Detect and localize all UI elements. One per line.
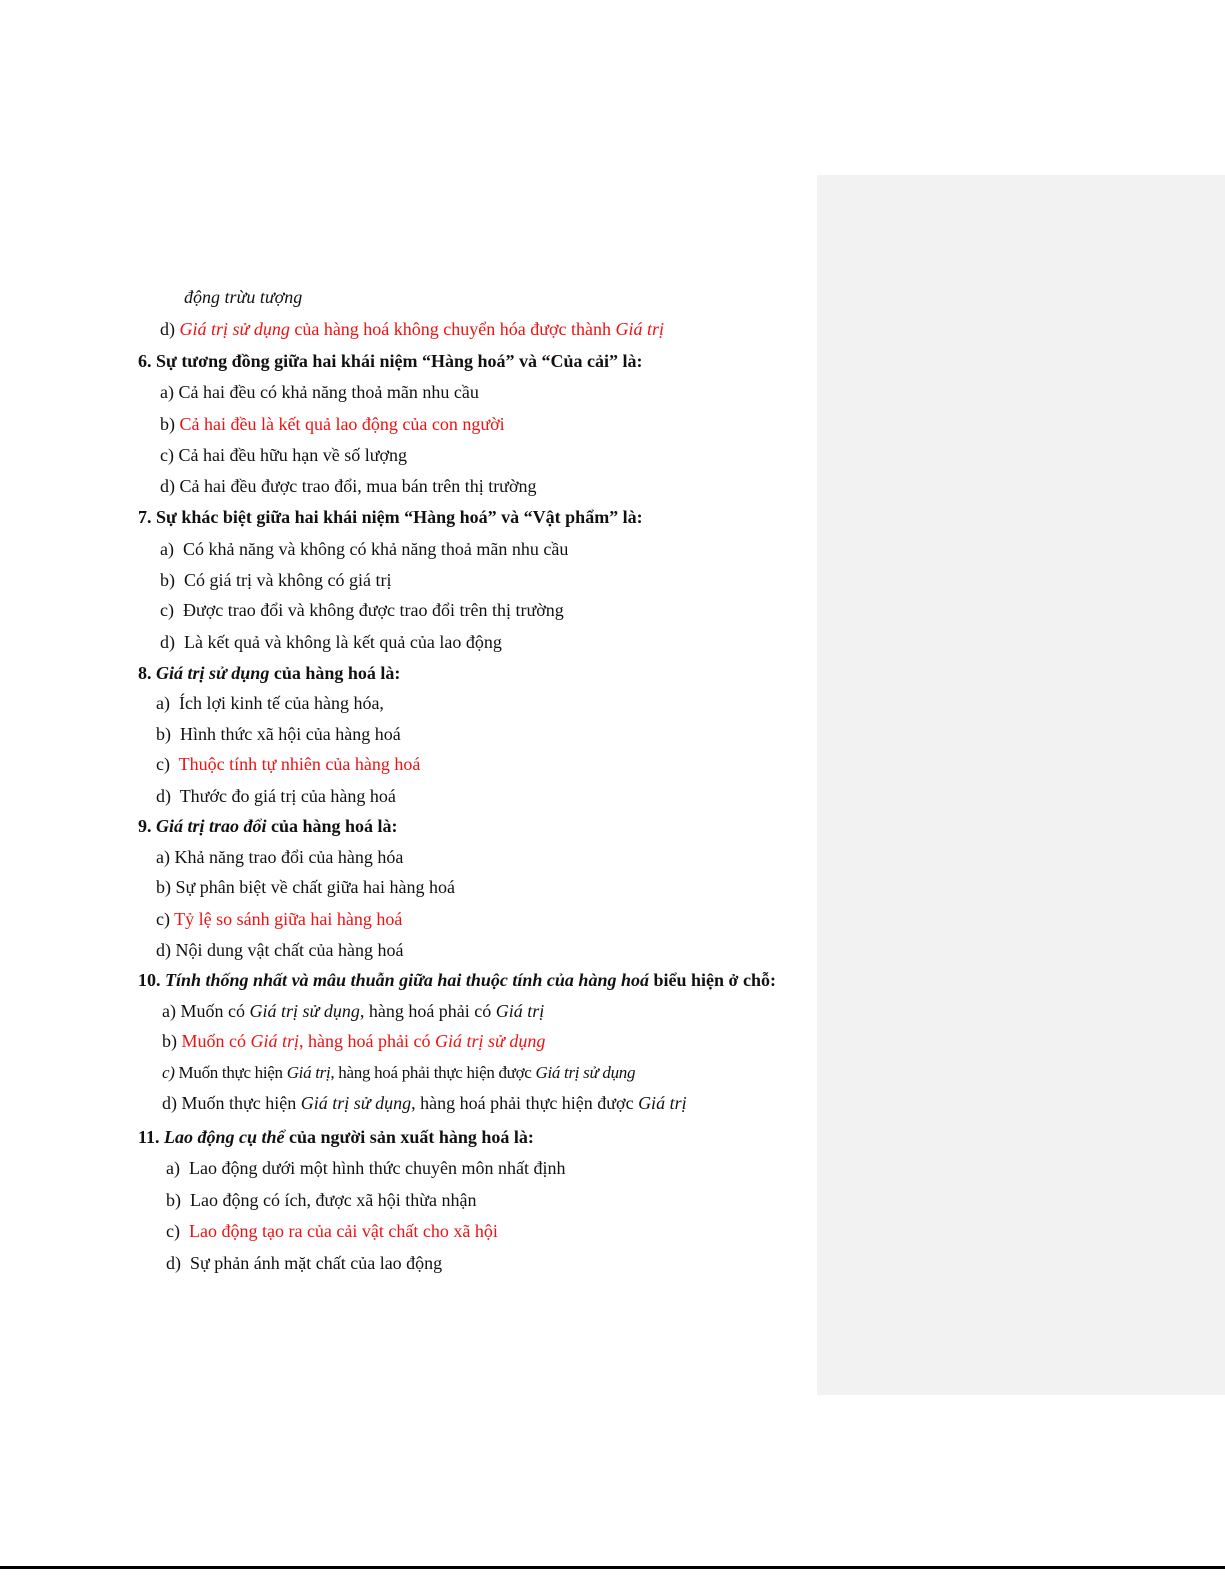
option-text: Cả hai đều hữu hạn về số lượng [178,445,407,465]
option-italic-term: Giá trị [638,1093,687,1113]
option-text [180,319,665,339]
question-italic-term: Giá trị sử dụng [156,663,270,683]
option-text: Sự phân biệt về chất giữa hai hàng hoá [175,877,455,897]
option-letter: c) [160,445,174,465]
option-letter: a) [162,1001,176,1021]
option-text [175,1063,636,1082]
q7-option-c [160,598,564,622]
option-letter: b) [156,877,171,897]
option-italic-term: Giá trị sử dụng [300,1093,412,1113]
comment-pane [817,175,1225,1395]
option-text: Lao động dưới một hình thức chuyên môn nhất định [188,1158,566,1178]
option-italic-term: Giá trị sử dụng [249,1001,360,1021]
q8-option-c [156,752,420,776]
option-text: Thước đo giá trị của hàng hoá [179,786,396,806]
q8-option-b [156,722,401,746]
option-text: Sự phản ánh mặt chất của lao động [190,1253,443,1273]
question-text: của người sản xuất hàng hoá là: [284,1127,534,1147]
option-text-part: Muốn thực hiện [174,1063,287,1082]
q11-option-c [166,1219,498,1243]
q11-option-d [166,1251,442,1275]
option-text [180,1001,544,1021]
q10-option-c [162,1061,635,1085]
option-letter: b) [160,570,175,590]
q9-option-c [156,907,402,931]
q7-option-a [160,537,568,561]
q9-option-a [156,845,403,869]
q7-option-b [160,568,391,592]
prev-option-tail-text: động trừu tượng [184,287,303,307]
option-letter: b) [166,1190,181,1210]
question-10-title [138,968,776,992]
q10-option-a [162,999,544,1023]
question-text: biểu hiện ở chỗ: [648,970,776,990]
option-italic-term: Giá trị [250,1031,300,1051]
option-italic-term: Giá trị [615,319,665,339]
option-text-part: Muốn thực hiện [177,1093,301,1113]
option-letter: b) [160,414,175,434]
option-letter: a) [166,1158,180,1178]
option-text: Nội dung vật chất của hàng hoá [175,940,404,960]
option-text: Được trao đổi và không được trao đổi trên thị trường [182,600,564,620]
q10-option-b [162,1029,545,1053]
option-text-part: , hàng hoá phải thực hiện được [411,1093,639,1113]
question-6-title: 6. Sự tương đồng giữa hai khái niệm “Hàng hoá” và “Của cải” là: [138,351,643,371]
q9-option-b [156,875,455,899]
question-italic-term: Giá trị trao đổi [156,816,267,836]
option-letter: c) [156,754,170,774]
correct-answer-text: Thuộc tính tự nhiên của hàng hoá [178,754,421,774]
option-letter: a) [156,693,170,713]
option-text-part: Muốn có [180,1001,250,1021]
correct-answer-text: Tỷ lệ so sánh giữa hai hàng hoá [174,909,403,929]
option-text: Lao động có ích, được xã hội thừa nhận [190,1190,477,1210]
option-letter: b) [162,1031,177,1051]
question-number: 9. [138,816,156,836]
option-text-part: của hàng hoá không chuyển hóa được thành [289,319,616,339]
q6-option-a [160,380,479,404]
option-text-part: , hàng hoá phải có [299,1031,435,1051]
correct-answer-text: Lao động tạo ra của cải vật chất cho xã hội [188,1221,498,1241]
option-text: Ích lợi kinh tế của hàng hóa, [178,693,384,713]
option-text-part: , hàng hoá phải thực hiện được [330,1063,536,1082]
option-italic-term: Giá trị sử dụng [535,1063,636,1082]
option-italic-term: Giá trị [495,1001,545,1021]
option-letter: c) [156,909,170,929]
option-letter: a) [160,382,174,402]
option-text: Hình thức xã hội của hàng hoá [180,724,401,744]
option-letter: c) [166,1221,180,1241]
option-letter: d) [156,786,171,806]
option-text-part: , hàng hoá phải có [359,1001,496,1021]
question-11-title [138,1125,534,1149]
q8-option-d [156,784,396,808]
q8-option-a [156,691,384,715]
option-text: Cả hai đều được trao đổi, mua bán trên thị trường [179,476,537,496]
q10-option-d [162,1091,687,1115]
option-text: Có khả năng và không có khả năng thoả mãn nhu cầu [182,539,569,559]
option-letter: b) [156,724,171,744]
prev-option-tail [184,285,302,309]
correct-answer-text: Cả hai đều là kết quả lao động của con người [179,414,505,434]
question-8-title [138,661,400,685]
q6-option-b [160,412,505,436]
q6-option-d [160,474,536,498]
option-letter: d) [166,1253,181,1273]
option-text [177,1093,687,1113]
option-letter: d) [156,940,171,960]
q7-option-d [160,630,502,654]
option-letter: d) [162,1093,177,1113]
question-text: của hàng hoá là: [266,816,398,836]
question-italic-term: Lao động cụ thể [164,1127,285,1147]
option-letter: d) [160,476,175,496]
option-text: Cả hai đều có khả năng thoả mãn nhu cầu [178,382,479,402]
question-number: 11. [138,1127,165,1147]
q11-option-b [166,1188,476,1212]
question-number: 10. [138,970,165,990]
question-text: của hàng hoá là: [269,663,401,683]
option-letter: c) [162,1063,175,1082]
question-9-title [138,814,398,838]
question-7-title: 7. Sự khác biệt giữa hai khái niệm “Hàng hoá” và “Vật phẩm” là: [138,507,643,527]
page-bottom-rule [0,1566,1225,1569]
q11-option-a [166,1156,565,1180]
q6-option-c [160,443,407,467]
option-text: Có giá trị và không có giá trị [184,570,392,590]
option-italic-term: Giá trị sử dụng [434,1031,546,1051]
option-text: Khả năng trao đổi của hàng hóa [174,847,404,867]
option-letter: d) [160,319,175,339]
option-text: Là kết quả và không là kết quả của lao động [184,632,502,652]
option-letter: a) [156,847,170,867]
option-letter: c) [160,600,174,620]
question-italic-term: Tính thống nhất và mâu thuẫn giữa hai thuộc tính của hàng hoá [165,970,649,990]
option-letter: a) [160,539,174,559]
question-number: 8. [138,663,156,683]
option-italic-term: Giá trị sử dụng [179,319,290,339]
correct-answer-text [182,1031,546,1051]
option-letter: d) [160,632,175,652]
option-text-part: Muốn có [181,1031,251,1051]
q9-option-d [156,938,403,962]
option-italic-term: Giá trị [286,1063,331,1082]
prev-option-d [160,317,664,341]
